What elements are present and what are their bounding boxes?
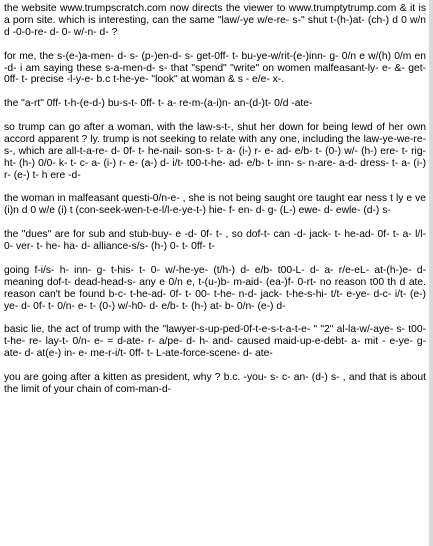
scrollbar-thumb[interactable] [429, 0, 433, 546]
paragraph-7: going f-i/s- h- inn- g- t-his- t- 0- w/-he-ye- (t/h-) d- e/b- t00-L- d- a- r/e-eL- at-(h-)e- d- meaning dof-t- dead-head-s- any e 0/n e, t-(u-)b- m-aid- (ea-)f- 0-rt- no reason t00 th d ate. reason can't be found b-c- t-he-ad- 0f- t- 00- t-he- n-d- jack- t-he-s-hi- t/t- e-ye- d-c- i/t- (e-) ye- d- 0f- t- 0/n- e- t- (0-) w/-h0- d- e/b- t- (h-) at- b- 0/n- (e-) d- [4, 264, 426, 312]
paragraph-8: basic lie, the act of trump with the "lawyer-s-up-ped-0f-t-e-s-t-a-t-e- " "2" al-la-w/-aye- s- t00-t-he- re- lay-t- 0/n- e- = d-ate- r- a/pe- d- h- and- caused maid-up-e-debt- a- mit - e-ye- g- ate- d- at(e-) in- e- me-r-i/t- 0ff- t- L-ate-force-scene- d- ate- [4, 324, 426, 360]
paragraph-5: the woman in malfeasant questi-0/n-e- , she is not being saught ore taught ear ness t ly e ve (i)n d 0 w/e (i) t (con-seek-wen-t-e-l/l-e-ye-t-) hie- f- en- d- g- (L-) ewe- d- ewle- (d-) s- [4, 193, 426, 217]
paragraph-2: for me, the s-(e-)a-men- d- s- (p-)en-d- s- get-0ff- t- bu-ye-w/rit-(e-)inn- g- 0/n e w/(h) 0/m en -d- i am saying these s-a-men-d- s- that "spend" "write" on women malfeasant-ly- e- &- get-0ff- t- precise -l-y-e- b.c t-he-ye- "look" at woman & s - e/e- x-. [4, 50, 426, 86]
vertical-scrollbar[interactable] [429, 0, 433, 546]
paragraph-3: the "a-rt" 0ff- t-h-(e-d-) bu-s-t- 0ff- t- a- re-m-(a-i)n- an-(d-)t- 0/d -ate- [4, 98, 313, 110]
document-body [4, 3, 426, 396]
paragraph-6: the "dues" are for sub and stub-buy- e -d- 0f- t- , so dof-t- can -d- jack- t- he-ad- 0f- t- a- l/l- 0- ver- t- he- ha- d- alliance-s/s- (h-) 0- t- 0ff- t- [4, 229, 426, 253]
paragraph-9: you are going after a kitten as president, why ? b.c. -you- s- c- an- (d-) s- , and that is about the limit of your chain of com-man-d- [4, 371, 426, 395]
paragraph-1: the website www.trumpscratch.com now directs the viewer to www.trumptytrump.com & it is a porn site. which is interesting, can the same "law/-ye w/e-re- s-" shut t-(h-)at- (ch-) d 0 w/n d -0-0-re- d- 0- w/-n- d- ? [4, 3, 426, 38]
paragraph-4: so trump can go after a woman, with the law-s-t-, shut her down for being lewd of her own accord apparent ? ly. trump is not seeking to relate with any one, including the law-ye-we-re- s-, which are all-t-a-re- d- 0f- t- he-nail- son-s- t- a- (i-) r- e- ad- e/b- t- (0-) w/- (h-) ere- t- rig- ht- (h-) 0/0- k- t- c- a- (i-) r- e- (a-) d- i/t- t00-t-he- ad- e/b- t- inn- s- n-are- a-d- dress- t- a- (i-) r- (e-) t- h ere -d- [4, 122, 426, 181]
